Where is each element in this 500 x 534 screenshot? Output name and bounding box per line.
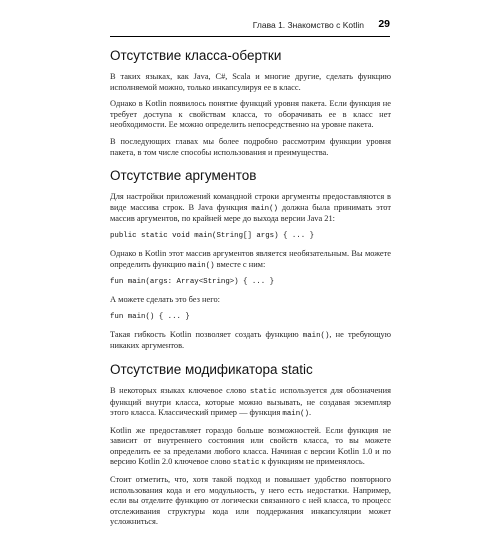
- inline-code: main(): [187, 261, 215, 270]
- inline-code: static: [249, 387, 277, 396]
- paragraph: В таких языках, как Java, C#, Scala и многие другие, сделать функцию исполняемой можно, только инкапсулируя ее в класс.: [110, 72, 391, 92]
- text-run: должна была принимать этот массив аргументов, по крайней мере до выхода версии Java 21:: [110, 202, 391, 224]
- section-heading-no-wrapper-class: Отсутствие класса-обертки: [110, 48, 282, 63]
- paragraph: В последующих главах мы более подробно рассмотрим функции уровня пакета, в том числе способы использования и преимущества.: [110, 136, 391, 157]
- text-run: используется для обозначения функций внутри класса, которые можно вызывать, не создавая экземпляр этого класса. Классический пример — функция: [110, 385, 391, 418]
- paragraph: [110, 249, 391, 271]
- paragraph: [110, 330, 391, 352]
- code-block: fun main() { ... }: [110, 312, 190, 321]
- paragraph: Стоит отметить, что, хотя такой подход и повышает удобство повторного использования кода и его модульность, у него есть недостатки. Например, если вы отделите функцию от логически связанного с ней класса, то процесс отслеживания структуры кода или поддержания инкапсуляции может усложниться.: [110, 475, 391, 527]
- paragraph: Однако в Kotlin появилось понятие функций уровня пакета. Если функция не требует доступа к свойствам класса, то оборачивать ее в класс нет необходимости. Ее можно определить непосредственно на уровне пакета.: [110, 99, 391, 130]
- page-number: 29: [378, 18, 390, 30]
- inline-code: main(): [302, 331, 330, 340]
- page-content: [110, 48, 391, 534]
- code-block: public static void main(String[] args) { ... }: [110, 231, 315, 240]
- section-heading-no-arguments: Отсутствие аргументов: [110, 168, 257, 184]
- inline-code: main(): [282, 410, 310, 419]
- running-header: [110, 18, 390, 37]
- paragraph: [110, 192, 391, 225]
- code-block: fun main(args: Array<String>) { ... }: [110, 278, 275, 287]
- text-run: .: [309, 408, 312, 418]
- section-heading-no-static-modifier: Отсутствие модификатора static: [110, 361, 313, 377]
- text-run: В некоторых языках ключевое слово: [110, 385, 250, 395]
- paragraph: [110, 426, 391, 469]
- paragraph: [110, 386, 391, 420]
- text-run: Однако в Kotlin этот массив аргументов является необязательным. Вы можете определить функцию: [110, 248, 391, 269]
- text-run: вместе с ним:: [214, 259, 266, 269]
- inline-code: static: [232, 459, 260, 468]
- inline-code: main(): [251, 204, 278, 213]
- text-run: к функциям не применялось.: [259, 457, 365, 467]
- paragraph: А можете сделать это без него:: [110, 295, 220, 305]
- chapter-title: Глава 1. Знакомство с Kotlin: [252, 20, 364, 30]
- text-run: Такая гибкость Kotlin позволяет создать функцию: [110, 329, 303, 339]
- text-run: Для настройки приложений командной строки аргументы предоставляются в виде массива строк. В Java функция: [110, 192, 391, 212]
- text-run: , не требующую никаких аргументов.: [110, 329, 391, 351]
- text-run: Kotlin же предоставляет гораздо больше возможностей. Если функция не зависит от внутреннего состояния или свойств класса, то вы можете определить ее за пределами любого класса. Начиная с версии Kotlin 1.0 и по версию Kotlin 2.0 ключевое слово: [110, 425, 391, 467]
